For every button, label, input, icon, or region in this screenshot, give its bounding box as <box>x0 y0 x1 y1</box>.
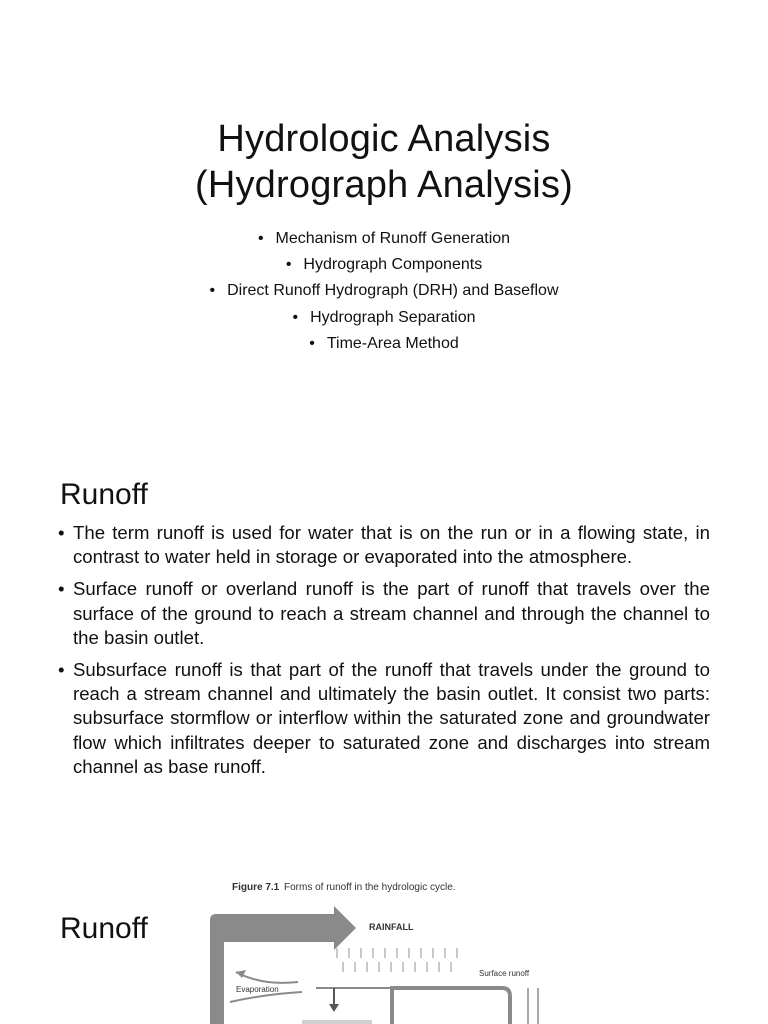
bullet-glyph: • <box>309 334 315 352</box>
topics-list <box>0 226 768 357</box>
storage-box <box>302 1020 372 1024</box>
surface-runoff-label: Surface runoff <box>479 969 530 978</box>
topic-item <box>0 278 768 304</box>
rainfall-label: RAINFALL <box>369 922 414 932</box>
figure-caption-text: Forms of runoff in the hydrologic cycle. <box>284 882 456 893</box>
runoff-figure <box>206 876 556 1024</box>
definition-item <box>58 577 710 650</box>
bullet-glyph: • <box>58 578 65 600</box>
topic-item <box>0 305 768 331</box>
topic-text: Hydrograph Components <box>303 256 483 274</box>
bullet-glyph: • <box>58 522 65 543</box>
definition-item <box>58 658 710 779</box>
topic-text: Time-Area Method <box>326 334 459 352</box>
section-heading-2: Runoff <box>60 912 148 945</box>
bullet-glyph: • <box>292 308 299 326</box>
title-line-2: (Hydrograph Analysis) <box>194 164 574 206</box>
rain-drops <box>336 948 458 972</box>
figure-caption-label: Figure 7.1 <box>232 882 280 893</box>
runoff-diagram <box>206 876 556 1024</box>
topic-text: Hydrograph Separation <box>310 308 476 326</box>
runoff-definitions-list <box>58 521 710 787</box>
title-line-1: Hydrologic Analysis <box>217 118 551 160</box>
definition-text: Subsurface runoff is that part of the runoff that travels under the ground to reach a stream channel and ultimately the basin outlet. It consist two parts: subsurface stormflow or interflow within the saturated zone and groundwater flow which infiltrates deeper to saturated zone and discharges into stream channel as base runoff. <box>73 659 710 777</box>
topic-text: Direct Runoff Hydrograph (DRH) and Baseflow <box>227 282 559 300</box>
infiltration-arrowhead <box>329 1004 339 1012</box>
evaporation-label: Evaporation <box>236 985 279 994</box>
surface-runoff-path <box>392 988 510 1024</box>
definition-text: The term runoff is used for water that is on the run or in a flowing state, in contrast to water held in storage or evaporated into the atmosphere. <box>73 522 710 568</box>
section-heading: Runoff <box>60 478 148 511</box>
topic-item <box>0 331 768 357</box>
topic-text: Mechanism of Runoff Generation <box>275 230 511 247</box>
bullet-glyph: • <box>209 282 216 300</box>
definition-text: Surface runoff or overland runoff is the part of runoff that travels over the surface of the ground to reach a stream channel and through the channel to the basin outlet. <box>73 578 710 648</box>
slide-title <box>0 116 768 208</box>
bullet-glyph: • <box>257 230 264 247</box>
topic-item <box>0 226 768 252</box>
evaporation-curve <box>236 972 298 983</box>
bullet-glyph: • <box>58 659 65 681</box>
definition-item <box>58 521 710 569</box>
bullet-glyph: • <box>285 256 292 274</box>
topic-item <box>0 252 768 278</box>
